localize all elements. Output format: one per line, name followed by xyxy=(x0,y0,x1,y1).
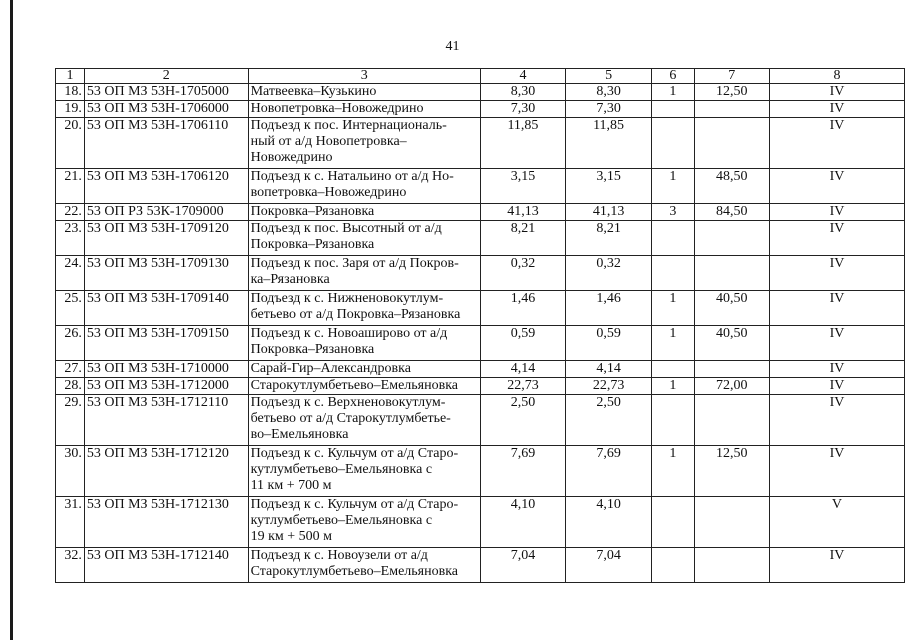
row-number: 28. xyxy=(56,378,85,395)
page-number: 41 xyxy=(445,39,460,54)
road-name xyxy=(248,446,480,497)
count-cell xyxy=(652,395,694,446)
road-name-line: ный от а/д Новопетровка– xyxy=(250,134,407,149)
header-cell: 8 xyxy=(769,69,904,84)
road-name-line: Подъезд к пос. Заря от а/д Покров- xyxy=(250,256,459,271)
road-name-line: во–Емельяновка xyxy=(250,427,349,442)
length-cell: 8,30 xyxy=(480,84,565,101)
row-number: 22. xyxy=(56,204,85,221)
value-cell xyxy=(694,395,769,446)
road-name xyxy=(248,256,480,291)
road-name xyxy=(248,548,480,583)
length-cell: 1,46 xyxy=(480,291,565,326)
header-cell: 5 xyxy=(566,69,652,84)
road-name-line: Покровка–Рязановка xyxy=(250,204,375,219)
scan-edge-line xyxy=(10,0,13,640)
length-cell: 7,04 xyxy=(566,548,652,583)
count-cell: 1 xyxy=(652,326,694,361)
value-cell: 72,00 xyxy=(694,378,769,395)
count-cell xyxy=(652,497,694,548)
category-cell: IV xyxy=(769,326,904,361)
road-id-code: 53 ОП МЗ 53Н-1709140 xyxy=(84,291,248,326)
road-name-line: Матвеевка–Кузькино xyxy=(250,84,377,99)
length-cell: 41,13 xyxy=(566,204,652,221)
length-cell: 0,32 xyxy=(480,256,565,291)
road-name xyxy=(248,361,480,378)
header-cell: 3 xyxy=(248,69,480,84)
length-cell: 11,85 xyxy=(566,118,652,169)
length-cell: 1,46 xyxy=(566,291,652,326)
row-number: 23. xyxy=(56,221,85,256)
count-cell: 1 xyxy=(652,291,694,326)
category-cell: IV xyxy=(769,548,904,583)
table-row xyxy=(56,497,905,548)
table-row xyxy=(56,326,905,361)
count-cell xyxy=(652,118,694,169)
category-cell: IV xyxy=(769,291,904,326)
road-name xyxy=(248,291,480,326)
length-cell: 2,50 xyxy=(480,395,565,446)
road-id-code: 53 ОП МЗ 53Н-1709120 xyxy=(84,221,248,256)
roads-table xyxy=(55,68,905,583)
count-cell: 1 xyxy=(652,378,694,395)
road-id-code: 53 ОП МЗ 53Н-1709150 xyxy=(84,326,248,361)
table-row xyxy=(56,204,905,221)
road-name-line: ка–Рязановка xyxy=(250,272,330,287)
length-cell: 41,13 xyxy=(480,204,565,221)
table-row xyxy=(56,395,905,446)
row-number: 32. xyxy=(56,548,85,583)
road-name xyxy=(248,221,480,256)
value-cell xyxy=(694,221,769,256)
length-cell: 11,85 xyxy=(480,118,565,169)
row-number: 19. xyxy=(56,101,85,118)
road-name xyxy=(248,84,480,101)
road-name-line: Новопетровка–Новожедрино xyxy=(250,101,424,116)
road-name xyxy=(248,326,480,361)
category-cell: IV xyxy=(769,118,904,169)
count-cell xyxy=(652,548,694,583)
road-name xyxy=(248,169,480,204)
value-cell xyxy=(694,256,769,291)
road-name-line: Подъезд к с. Новоаширово от а/д xyxy=(250,326,448,341)
value-cell xyxy=(694,118,769,169)
header-cell: 2 xyxy=(84,69,248,84)
value-cell: 12,50 xyxy=(694,84,769,101)
road-name-line: кутлумбетьево–Емельяновка с xyxy=(250,462,433,477)
road-id-code: 53 ОП МЗ 53Н-1712110 xyxy=(84,395,248,446)
road-name xyxy=(248,395,480,446)
length-cell: 22,73 xyxy=(480,378,565,395)
length-cell: 3,15 xyxy=(480,169,565,204)
road-name-line: Покровка–Рязановка xyxy=(250,342,375,357)
table-row xyxy=(56,84,905,101)
length-cell: 7,30 xyxy=(566,101,652,118)
road-id-code: 53 ОП МЗ 53Н-1712000 xyxy=(84,378,248,395)
value-cell: 84,50 xyxy=(694,204,769,221)
count-cell xyxy=(652,221,694,256)
road-name-line: Новожедрино xyxy=(250,150,333,165)
road-name-line: Подъезд к с. Новоузели от а/д xyxy=(250,548,428,563)
road-id-code: 53 ОП МЗ 53Н-1705000 xyxy=(84,84,248,101)
road-name-line: Подъезд к с. Кульчум от а/д Старо- xyxy=(250,497,459,512)
road-name xyxy=(248,101,480,118)
category-cell: V xyxy=(769,497,904,548)
length-cell: 22,73 xyxy=(566,378,652,395)
row-number: 25. xyxy=(56,291,85,326)
table-body xyxy=(56,84,905,583)
length-cell: 8,30 xyxy=(566,84,652,101)
road-name-line: бетьево от а/д Старокутлумбетье- xyxy=(250,411,451,426)
count-cell xyxy=(652,101,694,118)
table-row xyxy=(56,221,905,256)
table-row xyxy=(56,101,905,118)
count-cell xyxy=(652,256,694,291)
road-name-line: Подъезд к с. Нижненовокутлум- xyxy=(250,291,444,306)
category-cell: IV xyxy=(769,395,904,446)
table-row xyxy=(56,118,905,169)
header-cell: 1 xyxy=(56,69,85,84)
length-cell: 2,50 xyxy=(566,395,652,446)
length-cell: 4,14 xyxy=(480,361,565,378)
length-cell: 7,69 xyxy=(480,446,565,497)
road-id-code: 53 ОП МЗ 53Н-1709130 xyxy=(84,256,248,291)
length-cell: 7,30 xyxy=(480,101,565,118)
road-name-line: Подъезд к с. Натальино от а/д Но- xyxy=(250,169,454,184)
road-name-line: Подъезд к пос. Интернациональ- xyxy=(250,118,447,133)
value-cell xyxy=(694,497,769,548)
count-cell: 1 xyxy=(652,84,694,101)
road-id-code: 53 ОП МЗ 53Н-1712140 xyxy=(84,548,248,583)
category-cell: IV xyxy=(769,221,904,256)
count-cell xyxy=(652,361,694,378)
row-number: 18. xyxy=(56,84,85,101)
header-cell: 4 xyxy=(480,69,565,84)
category-cell: IV xyxy=(769,256,904,291)
road-id-code: 53 ОП МЗ 53Н-1712120 xyxy=(84,446,248,497)
category-cell: IV xyxy=(769,378,904,395)
row-number: 21. xyxy=(56,169,85,204)
length-cell: 4,14 xyxy=(566,361,652,378)
table-row xyxy=(56,446,905,497)
road-name-line: Сарай-Гир–Александровка xyxy=(250,361,411,376)
value-cell xyxy=(694,361,769,378)
length-cell: 7,69 xyxy=(566,446,652,497)
row-number: 31. xyxy=(56,497,85,548)
length-cell: 7,04 xyxy=(480,548,565,583)
road-name-line: Покровка–Рязановка xyxy=(250,237,375,252)
value-cell xyxy=(694,548,769,583)
road-name-line: вопетровка–Новожедрино xyxy=(250,185,407,200)
road-name xyxy=(248,118,480,169)
road-name-line: кутлумбетьево–Емельяновка с xyxy=(250,513,433,528)
header-cell: 7 xyxy=(694,69,769,84)
road-name xyxy=(248,378,480,395)
length-cell: 4,10 xyxy=(480,497,565,548)
road-name-line: Старокутлумбетьево–Емельяновка xyxy=(250,564,458,579)
value-cell xyxy=(694,101,769,118)
road-name-line: бетьево от а/д Покровка–Рязановка xyxy=(250,307,461,322)
count-cell: 1 xyxy=(652,446,694,497)
row-number: 29. xyxy=(56,395,85,446)
table-row xyxy=(56,291,905,326)
category-cell: IV xyxy=(769,204,904,221)
value-cell: 40,50 xyxy=(694,326,769,361)
table-row xyxy=(56,378,905,395)
value-cell: 40,50 xyxy=(694,291,769,326)
table-row xyxy=(56,361,905,378)
value-cell: 48,50 xyxy=(694,169,769,204)
value-cell: 12,50 xyxy=(694,446,769,497)
road-name-line: 19 км + 500 м xyxy=(250,529,332,544)
category-cell: IV xyxy=(769,84,904,101)
length-cell: 0,59 xyxy=(566,326,652,361)
header-row xyxy=(56,69,905,84)
road-name-line: Подъезд к с. Верхненовокутлум- xyxy=(250,395,446,410)
length-cell: 0,59 xyxy=(480,326,565,361)
road-id-code: 53 ОП МЗ 53Н-1710000 xyxy=(84,361,248,378)
table-row xyxy=(56,548,905,583)
road-name-line: Старокутлумбетьево–Емельяновка xyxy=(250,378,458,393)
road-id-code: 53 ОП РЗ 53К-1709000 xyxy=(84,204,248,221)
road-id-code: 53 ОП МЗ 53Н-1706120 xyxy=(84,169,248,204)
table-row xyxy=(56,256,905,291)
count-cell: 3 xyxy=(652,204,694,221)
category-cell: IV xyxy=(769,101,904,118)
row-number: 24. xyxy=(56,256,85,291)
row-number: 30. xyxy=(56,446,85,497)
row-number: 26. xyxy=(56,326,85,361)
road-id-code: 53 ОП МЗ 53Н-1706000 xyxy=(84,101,248,118)
road-id-code: 53 ОП МЗ 53Н-1712130 xyxy=(84,497,248,548)
category-cell: IV xyxy=(769,361,904,378)
road-id-code: 53 ОП МЗ 53Н-1706110 xyxy=(84,118,248,169)
category-cell: IV xyxy=(769,446,904,497)
road-name xyxy=(248,204,480,221)
road-name-line: Подъезд к пос. Высотный от а/д xyxy=(250,221,442,236)
count-cell: 1 xyxy=(652,169,694,204)
length-cell: 3,15 xyxy=(566,169,652,204)
category-cell: IV xyxy=(769,169,904,204)
row-number: 27. xyxy=(56,361,85,378)
length-cell: 8,21 xyxy=(566,221,652,256)
header-cell: 6 xyxy=(652,69,694,84)
table-row xyxy=(56,169,905,204)
length-cell: 0,32 xyxy=(566,256,652,291)
length-cell: 8,21 xyxy=(480,221,565,256)
row-number: 20. xyxy=(56,118,85,169)
road-name-line: 11 км + 700 м xyxy=(250,478,332,493)
road-name-line: Подъезд к с. Кульчум от а/д Старо- xyxy=(250,446,459,461)
road-name xyxy=(248,497,480,548)
length-cell: 4,10 xyxy=(566,497,652,548)
